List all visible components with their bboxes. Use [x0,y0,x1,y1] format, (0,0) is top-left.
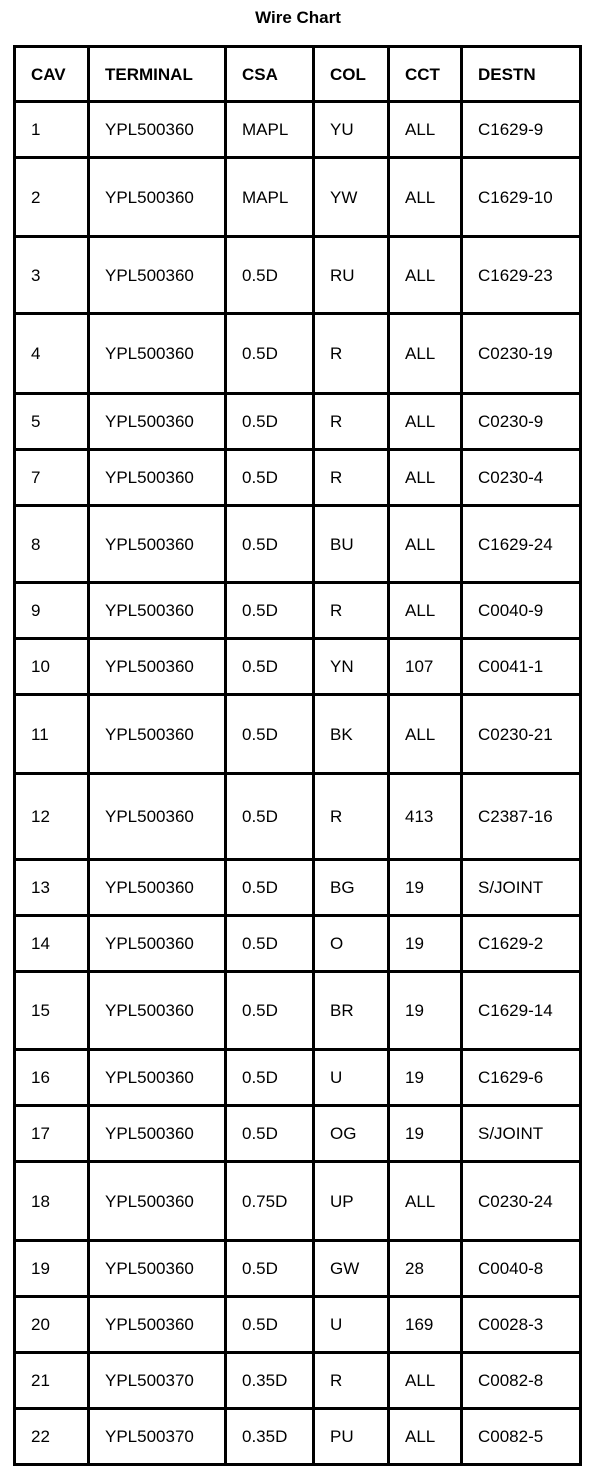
cell-csa: 0.35D [226,1353,314,1409]
cell-col: R [314,394,389,450]
table-row [15,1050,581,1106]
cell-terminal: YPL500360 [89,1050,226,1106]
table-row [15,314,581,394]
cell-destn: C0230-9 [462,394,581,450]
cell-cav: 8 [15,506,89,583]
cell-cav: 5 [15,394,89,450]
cell-cav: 7 [15,450,89,506]
column-header-cav: CAV [15,47,89,102]
table-row [15,583,581,639]
cell-terminal: YPL500360 [89,774,226,860]
cell-cct: ALL [389,158,462,237]
table-row [15,639,581,695]
cell-destn: C1629-2 [462,916,581,972]
cell-destn: C0082-5 [462,1409,581,1465]
page-title: Wire Chart [255,8,341,27]
cell-col: R [314,314,389,394]
cell-col: YN [314,639,389,695]
cell-col: OG [314,1106,389,1162]
cell-cav: 15 [15,972,89,1050]
cell-destn: C0230-24 [462,1162,581,1241]
cell-destn: C1629-9 [462,102,581,158]
cell-cav: 4 [15,314,89,394]
cell-terminal: YPL500360 [89,158,226,237]
column-header-destn: DESTN [462,47,581,102]
cell-col: U [314,1297,389,1353]
table-row [15,972,581,1050]
cell-cct: ALL [389,1162,462,1241]
table-row [15,506,581,583]
cell-destn: C0230-21 [462,695,581,774]
cell-col: R [314,450,389,506]
cell-terminal: YPL500360 [89,506,226,583]
cell-terminal: YPL500360 [89,450,226,506]
table-row [15,916,581,972]
cell-col: R [314,583,389,639]
table-row [15,695,581,774]
cell-cct: ALL [389,450,462,506]
table-row [15,237,581,314]
table-row [15,774,581,860]
cell-csa: 0.5D [226,916,314,972]
cell-destn: C0082-8 [462,1353,581,1409]
table-row [15,1409,581,1465]
cell-destn: C0040-8 [462,1241,581,1297]
cell-cct: ALL [389,1409,462,1465]
cell-cct: ALL [389,506,462,583]
table-row [15,1297,581,1353]
cell-cct: ALL [389,394,462,450]
cell-terminal: YPL500360 [89,394,226,450]
cell-destn: C1629-24 [462,506,581,583]
cell-cct: 19 [389,916,462,972]
cell-cct: ALL [389,1353,462,1409]
column-header-csa: CSA [226,47,314,102]
cell-destn: S/JOINT [462,860,581,916]
cell-col: BU [314,506,389,583]
cell-csa: MAPL [226,102,314,158]
cell-cct: ALL [389,583,462,639]
cell-csa: 0.5D [226,1106,314,1162]
cell-cct: ALL [389,102,462,158]
cell-terminal: YPL500360 [89,237,226,314]
cell-cct: 19 [389,1050,462,1106]
column-header-terminal: TERMINAL [89,47,226,102]
cell-col: UP [314,1162,389,1241]
cell-cav: 11 [15,695,89,774]
cell-csa: 0.5D [226,583,314,639]
table-body [15,102,581,1465]
table-row [15,1353,581,1409]
cell-csa: 0.5D [226,394,314,450]
cell-cav: 9 [15,583,89,639]
wire-chart-table [13,45,582,1466]
table-row [15,1106,581,1162]
cell-destn: C2387-16 [462,774,581,860]
cell-col: BR [314,972,389,1050]
cell-cav: 3 [15,237,89,314]
cell-cct: 28 [389,1241,462,1297]
cell-col: PU [314,1409,389,1465]
cell-destn: C1629-10 [462,158,581,237]
cell-cav: 20 [15,1297,89,1353]
table-row [15,1162,581,1241]
table-row [15,860,581,916]
cell-cct: 169 [389,1297,462,1353]
cell-cct: ALL [389,314,462,394]
cell-col: RU [314,237,389,314]
cell-csa: 0.5D [226,1050,314,1106]
cell-csa: 0.5D [226,1241,314,1297]
cell-terminal: YPL500360 [89,583,226,639]
cell-col: BG [314,860,389,916]
cell-cav: 12 [15,774,89,860]
cell-terminal: YPL500360 [89,972,226,1050]
cell-destn: C0230-4 [462,450,581,506]
cell-cav: 19 [15,1241,89,1297]
cell-csa: 0.5D [226,1297,314,1353]
cell-terminal: YPL500360 [89,860,226,916]
cell-csa: 0.5D [226,506,314,583]
cell-terminal: YPL500370 [89,1353,226,1409]
cell-destn: C0040-9 [462,583,581,639]
cell-destn: C0028-3 [462,1297,581,1353]
cell-terminal: YPL500360 [89,1241,226,1297]
cell-terminal: YPL500360 [89,695,226,774]
cell-cav: 16 [15,1050,89,1106]
cell-col: R [314,774,389,860]
cell-cav: 22 [15,1409,89,1465]
cell-cct: 19 [389,860,462,916]
cell-csa: 0.5D [226,639,314,695]
cell-terminal: YPL500360 [89,639,226,695]
cell-terminal: YPL500360 [89,916,226,972]
cell-col: YW [314,158,389,237]
cell-destn: S/JOINT [462,1106,581,1162]
cell-col: U [314,1050,389,1106]
table-row [15,450,581,506]
cell-cav: 2 [15,158,89,237]
cell-cav: 14 [15,916,89,972]
table-header-row [15,47,581,102]
table-row [15,1241,581,1297]
cell-cct: 107 [389,639,462,695]
cell-cct: 19 [389,972,462,1050]
cell-terminal: YPL500360 [89,1106,226,1162]
column-header-cct: CCT [389,47,462,102]
cell-col: YU [314,102,389,158]
cell-cav: 17 [15,1106,89,1162]
cell-terminal: YPL500360 [89,314,226,394]
cell-terminal: YPL500360 [89,102,226,158]
cell-cct: 19 [389,1106,462,1162]
cell-csa: 0.35D [226,1409,314,1465]
cell-cav: 13 [15,860,89,916]
cell-col: O [314,916,389,972]
cell-terminal: YPL500360 [89,1297,226,1353]
cell-csa: 0.5D [226,695,314,774]
cell-cav: 18 [15,1162,89,1241]
cell-destn: C0230-19 [462,314,581,394]
cell-destn: C0041-1 [462,639,581,695]
cell-cav: 21 [15,1353,89,1409]
cell-cav: 10 [15,639,89,695]
table-row [15,394,581,450]
cell-csa: 0.5D [226,450,314,506]
cell-csa: MAPL [226,158,314,237]
cell-csa: 0.5D [226,237,314,314]
cell-col: GW [314,1241,389,1297]
cell-cct: ALL [389,237,462,314]
cell-csa: 0.75D [226,1162,314,1241]
table-row [15,158,581,237]
cell-csa: 0.5D [226,972,314,1050]
cell-cct: 413 [389,774,462,860]
cell-cav: 1 [15,102,89,158]
cell-destn: C1629-23 [462,237,581,314]
cell-cct: ALL [389,695,462,774]
cell-csa: 0.5D [226,314,314,394]
cell-destn: C1629-6 [462,1050,581,1106]
cell-terminal: YPL500360 [89,1162,226,1241]
cell-col: BK [314,695,389,774]
cell-csa: 0.5D [226,774,314,860]
cell-col: R [314,1353,389,1409]
cell-csa: 0.5D [226,860,314,916]
table-row [15,102,581,158]
column-header-col: COL [314,47,389,102]
cell-destn: C1629-14 [462,972,581,1050]
cell-terminal: YPL500370 [89,1409,226,1465]
